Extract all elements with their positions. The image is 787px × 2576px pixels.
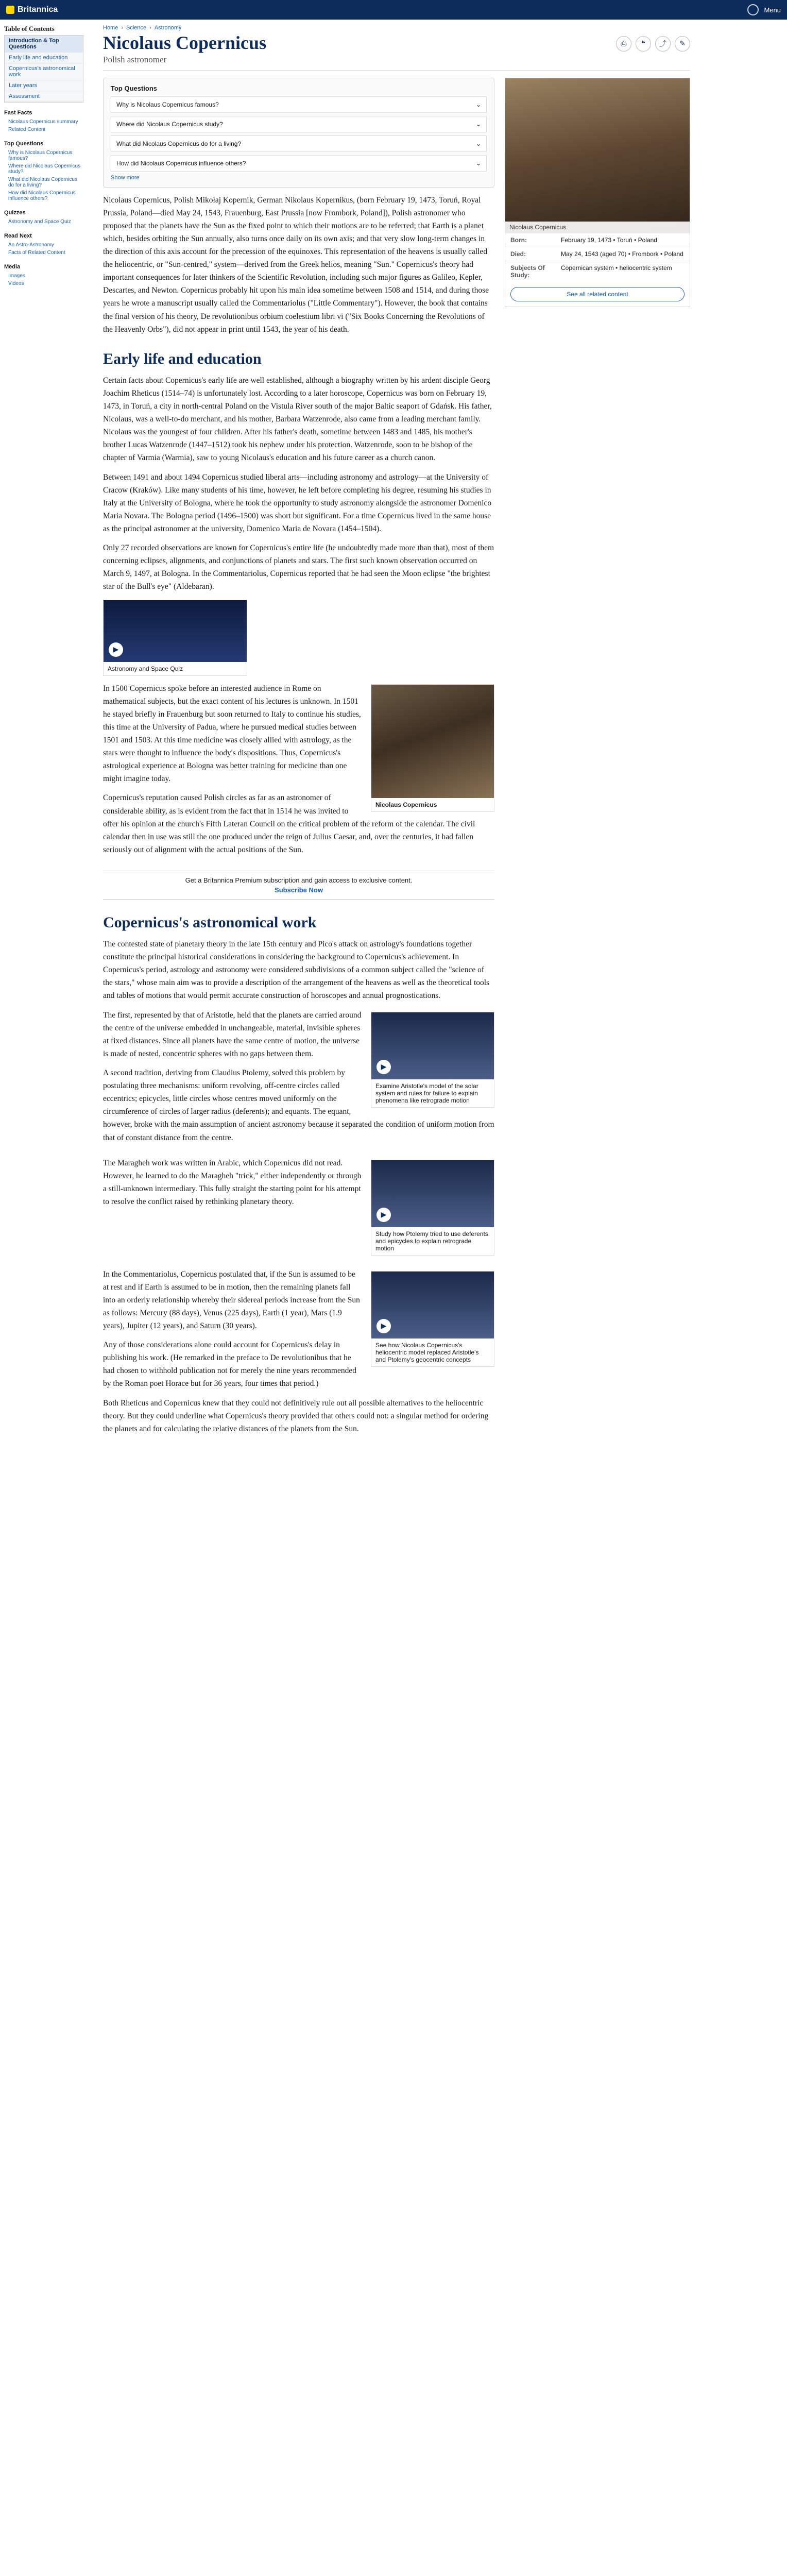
play-icon: ▶	[377, 1060, 391, 1074]
read-next-heading: Read Next	[4, 233, 32, 239]
toc-item-later-years[interactable]: Later years	[5, 80, 83, 91]
early-paragraph: Only 27 recorded observations are known for Copernicus's entire life (he undoubtedly made more than that), most of them concerning eclipses, alignments, and conjunctions of planets and stars. The first such known observation occurred on March 9, 1497, at Bologna. In the Commentariolus, Copernicus reported that he had seen the Moon eclipse "the brightest star of the Bull's eye" (Aldebaran).	[103, 544, 494, 591]
section-heading-early-life: Early life and education	[103, 350, 262, 367]
breadcrumb-home[interactable]: Home	[103, 25, 118, 31]
portrait-image[interactable]	[505, 78, 690, 233]
portrait-figure[interactable]	[371, 684, 494, 812]
astro-paragraph: In the Commentariolus, Copernicus postulated that, if the Sun is assumed to be at rest and if Earth is assumed to be in motion, then the remaining planets fall into an orderly relationship whereby their sidereal periods increase from the Sun as follows: Mercury (88 days), Venus (225 days), Earth (1 year), Mars (1.9 years), Jupiter (12 years), and Saturn (30 years).	[103, 1269, 360, 1331]
video-thumbnail	[371, 1272, 494, 1338]
portrait-label: Nicolaus Copernicus	[505, 222, 690, 233]
sidebar-question-3[interactable]: What did Nicolaus Copernicus do for a living?	[8, 177, 77, 188]
breadcrumb	[103, 20, 690, 33]
sidebar-readnext-2[interactable]: Facts of Related Content	[8, 250, 65, 256]
top-questions-heading: Top Questions	[4, 141, 44, 147]
subscribe-link[interactable]: Subscribe Now	[275, 886, 323, 894]
menu-button[interactable]: Menu	[764, 6, 781, 14]
video-thumbnail	[371, 1160, 494, 1227]
early-paragraph: In 1500 Copernicus spoke before an interested audience in Rome on mathematical subjects, but the exact content of his lectures is unknown. In 1501 he stayed briefly in Frauenburg but soon returned to Italy to continue his studies, this time at the University of Padua, where he pursued medical studies between 1501 and 1503. At this time medicine was closely allied with astrology, as the stars were thought to influence the body's dispositions. Thus, Copernicus's astrological experience at Bologna was better training for medicine than one might imagine today.	[103, 684, 361, 784]
sidebar-readnext-1[interactable]: An Astro-Astronomy	[8, 242, 54, 248]
video-caption: See how Nicolaus Copernicus's heliocentric model replaced Aristotle's and Ptolemy's geocentric concepts	[375, 1341, 479, 1363]
article-header	[103, 33, 690, 71]
quiz-card[interactable]	[103, 600, 247, 676]
sidebar-link-related[interactable]: Related Content	[8, 127, 46, 132]
astro-paragraph: The first, represented by that of Aristotle, held that the planets are carried around the centre of the universe embedded in unchangeable, material, invisible spheres at fixed distances. Since all planets have the same centre of motion, the universe is made of nested, concentric spheres with no gaps between them.	[103, 1010, 362, 1058]
fact-card	[505, 78, 690, 307]
astro-paragraph: The contested state of planetary theory in the late 15th century and Pico's attack on astrology's foundations together constitute the principal historical considerations in considering the background to Copernicus's achievement. In Copernicus's period, astrology and astronomy were considered subdivisions of a common subject called the "science of the stars," whose main aim was to provide a description of the arrangement of the heavens as well as the theoretical tools and tables of motions that would permit accurate construction of horoscopes and annual prognostications.	[103, 939, 490, 1001]
breadcrumb-astronomy[interactable]: Astronomy	[154, 25, 182, 31]
britannica-logo[interactable]	[6, 5, 58, 14]
toc-title: Table of Contents	[4, 25, 55, 32]
sidebar-media-videos[interactable]: Videos	[8, 281, 24, 286]
video-caption: Study how Ptolemy tried to use deferents and epicycles to explain retrograde motion	[375, 1230, 488, 1252]
video-caption: Examine Aristotle's model of the solar system and rules for failure to explain phenomena like retrograde motion	[375, 1082, 478, 1104]
astro-paragraph: Both Rheticus and Copernicus knew that they could not definitively rule out all possible alternatives to the heliocentric theory. But they could underline what Copernicus's theory provided that others could not: a singular method for ordering the planets and for calculating the relative distances of the planets from the Sun.	[103, 1398, 489, 1433]
toc-item-introduction[interactable]: Introduction & Top Questions	[5, 36, 83, 53]
page-subtitle: Polish astronomer	[103, 54, 167, 64]
fact-key: Subjects Of Study:	[510, 264, 545, 279]
sidebar-media-images[interactable]: Images	[8, 273, 25, 279]
portrait-image	[371, 685, 494, 798]
intro-paragraph: Nicolaus Copernicus, Polish Mikołaj Kopernik, German Nikolaus Kopernikus, (born February 19, 1473, Toruń, Royal Prussia, Poland—died May 24, 1543, Frauenburg, East Prussia [now Frombork, Poland]), Polish astronomer who proposed that the planets have the Sun as the fixed point to which their motions are to be referred; that Earth is a planet which, besides orbiting the Sun annually, also turns once daily on its own axis; and that very slow long-term changes in the direction of this axis account for the precession of the equinoxes. This representation of the heavens is usually called the heliocentric, or "Sun-centred," system—derived from the Greek helios, meaning "Sun." Copernicus's theory had important consequences for later thinkers of the Scientific Revolution, including such major figures as Galileo, Kepler, Descartes, and Newton. Copernicus probably hit upon his main idea sometime between 1508 and 1514, and during those years he wrote a manuscript usually called the Commentariolus ("Little Commentary"). However, the book that contains the final version of his theory, De revolutionibus orbium coelestium libri vi ("Six Books Concerning the Revolutions of the Heavenly Orbs"), did not appear in print until 1543, the year of his death.	[103, 195, 489, 334]
page-title: Nicolaus Copernicus	[103, 32, 267, 53]
see-all-related-button[interactable]: See all related content	[510, 287, 685, 301]
astro-paragraph: A second tradition, deriving from Claudius Ptolemy, solved this problem by postulating three mechanisms: uniform revolving, off-centre circles called eccentrics; epicycles, little circles whose centres moved uniformly on the circumference of circles of larger radius (deferents); and equants. The equant, however, broke with the main assumption of ancient astronomy because it separated the condition of uniform motion from that of constant distance from the centre.	[103, 1068, 494, 1142]
sidebar-link-summary[interactable]: Nicolaus Copernicus summary	[8, 119, 78, 125]
left-sidebar	[0, 20, 88, 293]
play-icon: ▶	[109, 642, 123, 657]
top-question-item[interactable]	[111, 96, 487, 113]
top-question-item[interactable]	[111, 155, 487, 172]
quiz-thumbnail	[104, 600, 247, 662]
article-actions	[616, 36, 690, 52]
fast-facts-heading: Fast Facts	[4, 110, 32, 116]
chevron-down-icon: ⌄	[475, 140, 481, 147]
sidebar-quiz-link[interactable]: Astronomy and Space Quiz	[8, 219, 71, 225]
breadcrumb-separator-icon: ›	[149, 25, 151, 31]
video-card[interactable]	[371, 1271, 494, 1367]
feedback-icon[interactable]: ✎	[675, 36, 690, 52]
fact-value: May 24, 1543 (aged 70) • Frombork • Poland	[561, 250, 683, 258]
top-questions-title: Top Questions	[111, 84, 158, 92]
promo-text: Get a Britannica Premium subscription and gain access to exclusive content.	[185, 876, 413, 884]
figure-caption: Nicolaus Copernicus	[371, 798, 494, 811]
toc-item-astronomical-work[interactable]: Copernicus's astronomical work	[5, 63, 83, 80]
print-icon[interactable]: ⎙	[616, 36, 631, 52]
top-navigation-bar	[0, 0, 787, 20]
top-question-text: How did Nicolaus Copernicus influence others?	[116, 159, 246, 167]
early-paragraph: Copernicus's reputation caused Polish circles as far as an astronomer of considerable ability, as is evident from the fact that in 1514 he was invited to offer his opinion at the church's Fifth Lateran Council on the critical problem of the reform of the calendar. The civil calendar then in use was still the one produced under the reign of Julius Caesar, and, over the centuries, it had fallen seriously out of alignment with the actual positions of the Sun.	[103, 793, 475, 854]
search-icon[interactable]	[747, 4, 759, 15]
top-question-text: What did Nicolaus Copernicus do for a living?	[116, 140, 242, 147]
media-heading: Media	[4, 264, 21, 270]
fact-value: February 19, 1473 • Toruń • Poland	[561, 236, 657, 244]
early-paragraph: Certain facts about Copernicus's early life are well established, although a biography written by his ardent disciple Georg Joachim Rheticus (1514–74) is unfortunately lost. According to a later horoscope, Copernicus was born on February 19, 1473, in Toruń, a city in north-central Poland on the Vistula River south of the major Baltic seaport of Gdańsk. His father, Nicolaus, was a well-to-do merchant, and his mother, Barbara Watzenrode, also came from a leading merchant family. Nicolaus was the youngest of four children. After his father's death, sometime between 1483 and 1485, his mother's brother Lucas Watzenrode (1447–1512) took his nephew under his protection. Watzenrode, soon to be bishop of the chapter of Varmia (Warmia), saw to young Nicolaus's education and his future career as a church canon.	[103, 376, 492, 463]
fact-row	[505, 261, 690, 282]
sidebar-question-2[interactable]: Where did Nicolaus Copernicus study?	[8, 163, 81, 175]
main-content	[103, 20, 690, 1442]
logo-icon	[6, 6, 14, 14]
article-body	[103, 78, 494, 1442]
subscription-promo	[103, 871, 494, 900]
video-card[interactable]	[371, 1160, 494, 1256]
share-icon[interactable]: ⤴	[655, 36, 671, 52]
fact-key: Died:	[510, 250, 526, 258]
quizzes-heading: Quizzes	[4, 210, 26, 216]
video-card[interactable]	[371, 1012, 494, 1108]
top-question-item[interactable]	[111, 116, 487, 132]
early-paragraph: Between 1491 and about 1494 Copernicus studied liberal arts—including astronomy and astrology—at the University of Cracow (Kraków). Like many students of his time, however, he left before completing his degree, resuming his studies in Italy at the University of Bologna, where he took the opportunity to study astronomy alongside the astronomer Domenico Maria Novara. The Bologna period (1496–1500) was short but significant. For a time Copernicus lived in the same house as the principal astronomer at the university, Domenico Maria de Novara (1454–1504).	[103, 472, 492, 533]
sidebar-question-4[interactable]: How did Nicolaus Copernicus influence others?	[8, 190, 76, 201]
fact-row	[505, 247, 690, 261]
breadcrumb-separator-icon: ›	[121, 25, 124, 31]
breadcrumb-science[interactable]: Science	[126, 25, 147, 31]
section-heading-astronomical-work: Copernicus's astronomical work	[103, 913, 317, 931]
top-question-text: Where did Nicolaus Copernicus study?	[116, 120, 223, 128]
top-questions-box	[103, 78, 494, 188]
top-question-item[interactable]	[111, 135, 487, 152]
astro-paragraph: Any of those considerations alone could account for Copernicus's delay in publishing his work. (He remarked in the preface to De revolutionibus that he had chosen to withhold publication not for merely the nine years recommended by the Roman poet Horace but for 36 years, four times that period.)	[103, 1341, 356, 1388]
fact-key: Born:	[510, 236, 527, 244]
play-icon: ▶	[377, 1319, 391, 1333]
right-column	[505, 78, 690, 1442]
video-thumbnail	[371, 1012, 494, 1079]
toc-item-early-life[interactable]: Early life and education	[5, 53, 83, 63]
top-question-text: Why is Nicolaus Copernicus famous?	[116, 100, 219, 108]
chevron-down-icon: ⌄	[475, 120, 481, 128]
toc-item-assessment[interactable]: Assessment	[5, 91, 83, 102]
quiz-caption: Astronomy and Space Quiz	[108, 665, 183, 672]
cite-icon[interactable]: ❝	[636, 36, 651, 52]
astro-paragraph: The Maragheh work was written in Arabic, which Copernicus did not read. However, he learned to do the Maragheh "trick," either independently or through a still-unknown intermediary. This fully straight the starting point for his attempt to resolve the conflict raised by rethinking planetary theory.	[103, 1158, 362, 1206]
chevron-down-icon: ⌄	[475, 100, 481, 108]
chevron-down-icon: ⌄	[475, 159, 481, 167]
fact-row	[505, 233, 690, 247]
table-of-contents	[4, 35, 83, 103]
show-more-link[interactable]: Show more	[111, 174, 140, 181]
play-icon: ▶	[377, 1208, 391, 1222]
fact-value: Copernican system • heliocentric system	[561, 264, 672, 272]
sidebar-question-1[interactable]: Why is Nicolaus Copernicus famous?	[8, 150, 73, 161]
brand-name: Britannica	[18, 5, 58, 14]
